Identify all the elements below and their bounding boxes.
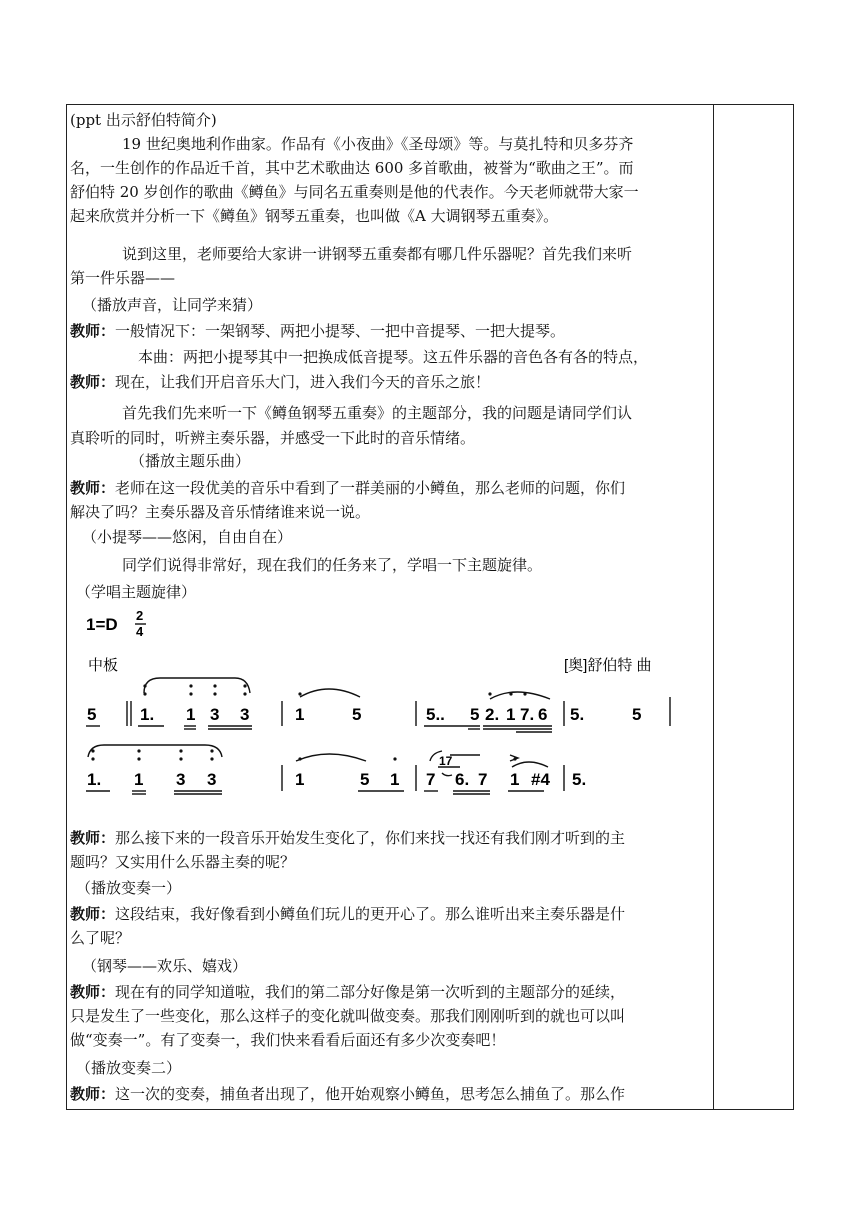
text-line: 题吗？又实用什么乐器主奏的呢？ bbox=[70, 853, 296, 871]
note: 5 bbox=[87, 705, 97, 724]
score-tempo: 中板 bbox=[88, 657, 119, 674]
text-line: （学唱主题旋律） bbox=[76, 583, 197, 601]
column-divider bbox=[713, 105, 714, 1109]
text-line: 教师：老师在这一段优美的音乐中看到了一群美丽的小鳟鱼，那么老师的问题，你们 bbox=[70, 479, 626, 497]
text-line: （播放主题乐曲） bbox=[130, 452, 251, 470]
text-line: 只是发生了一些变化，那么这样子的变化就叫做变奏。那我们刚刚听到的就也可以叫 bbox=[70, 1007, 626, 1025]
text-line: 教师：现在有的同学知道啦，我们的第二部分好像是第一次听到的主题部分的延续， bbox=[70, 983, 626, 1001]
speaker-label: 教师： bbox=[70, 479, 116, 497]
text-line: 说到这里，老师要给大家讲一讲钢琴五重奏都有哪几件乐器呢？首先我们来听 bbox=[122, 245, 633, 263]
text-line: (ppt 出示舒伯特简介) bbox=[70, 111, 217, 129]
note: #4 bbox=[531, 770, 550, 789]
text-line: 解决了吗？主奏乐器及音乐情绪谁来说一说。 bbox=[70, 503, 371, 521]
note: 1 bbox=[134, 770, 144, 789]
note: 2. bbox=[485, 705, 500, 724]
note: 6 bbox=[538, 705, 548, 724]
text-line: 第一件乐器—— bbox=[70, 269, 176, 287]
note: 1. bbox=[87, 770, 102, 789]
note: 3 bbox=[210, 705, 220, 724]
note: 3 bbox=[207, 770, 217, 789]
note: 5 bbox=[352, 705, 362, 724]
text-line: 教师：这段结束，我好像看到小鳟鱼们玩儿的更开心了。那么谁听出来主奏乐器是什 bbox=[70, 905, 626, 923]
text-line: 同学们说得非常好，现在我们的任务来了，学唱一下主题旋律。 bbox=[122, 556, 543, 574]
time-signature-bottom: 4 bbox=[136, 624, 144, 639]
text-line: 本曲：两把小提琴其中一把换成低音提琴。这五件乐器的音色各有各的特点， bbox=[138, 348, 649, 366]
score-key: 1=D bbox=[86, 615, 118, 634]
jianpu-score bbox=[70, 605, 710, 795]
speaker-label: 教师： bbox=[70, 373, 116, 391]
note: 7. bbox=[520, 705, 535, 724]
text-line: 首先我们先来听一下《鳟鱼钢琴五重奏》的主题部分，我的问题是请同学们认 bbox=[122, 404, 633, 422]
note: 1 bbox=[186, 705, 196, 724]
speaker-label: 教师： bbox=[70, 322, 116, 340]
note: 5 bbox=[470, 705, 480, 724]
note: 3 bbox=[176, 770, 186, 789]
score-composer: [奥]舒伯特 曲 bbox=[564, 657, 652, 674]
note: 7 bbox=[478, 770, 488, 789]
note: 1 bbox=[295, 705, 305, 724]
note: 5 bbox=[360, 770, 370, 789]
note: 5.. bbox=[426, 705, 445, 724]
note: 1 bbox=[295, 770, 305, 789]
text-line: 教师：现在，让我们开启音乐大门，进入我们今天的音乐之旅！ bbox=[70, 373, 491, 391]
note: 1. bbox=[140, 705, 155, 724]
text-line: （播放变奏一） bbox=[76, 879, 182, 897]
text-line: 舒伯特 20 岁创作的歌曲《鳟鱼》与同名五重奏则是他的代表作。今天老师就带大家一 bbox=[70, 183, 639, 201]
text-line: 教师：一般情况下：一架钢琴、两把小提琴、一把中音提琴、一把大提琴。 bbox=[70, 322, 566, 340]
speaker-label: 教师： bbox=[70, 1085, 116, 1103]
lesson-content bbox=[70, 107, 710, 1107]
text-line: 19 世纪奥地利作曲家。作品有《小夜曲》《圣母颂》等。与莫扎特和贝多芬齐 bbox=[122, 135, 634, 153]
speaker-label: 教师： bbox=[70, 829, 116, 847]
text-line: 真聆听的同时，听辨主奏乐器，并感受一下此时的音乐情绪。 bbox=[70, 429, 476, 447]
text-line: 做“变奏一”。有了变奏一，我们快来看看后面还有多少次变奏吧！ bbox=[70, 1031, 506, 1049]
text-line: （小提琴——悠闲，自由自在） bbox=[82, 528, 293, 546]
text-line: （播放变奏二） bbox=[76, 1059, 182, 1077]
note: 6. bbox=[455, 770, 470, 789]
time-signature-top: 2 bbox=[136, 608, 144, 623]
text-line: 么了呢？ bbox=[70, 929, 131, 947]
note: 1 bbox=[510, 770, 520, 789]
text-line: 起来欣赏并分析一下《鳟鱼》钢琴五重奏，也叫做《A 大调钢琴五重奏》。 bbox=[70, 207, 559, 225]
text-line: 名，一生创作的作品近千首，其中艺术歌曲达 600 多首歌曲，被誉为“歌曲之王”。而 bbox=[70, 159, 634, 177]
note: 1 bbox=[390, 770, 400, 789]
note: 5. bbox=[570, 705, 585, 724]
note: 5. bbox=[572, 770, 587, 789]
text-line: 教师：那么接下来的一段音乐开始发生变化了，你们来找一找还有我们刚才听到的主 bbox=[70, 829, 626, 847]
note: 1 bbox=[506, 705, 516, 724]
speaker-label: 教师： bbox=[70, 983, 116, 1001]
note: 7 bbox=[426, 770, 436, 789]
speaker-label: 教师： bbox=[70, 905, 116, 923]
grace-note: 17 bbox=[439, 754, 453, 768]
text-line: （钢琴——欢乐、嬉戏） bbox=[82, 957, 248, 975]
note: 3 bbox=[240, 705, 250, 724]
note: 5 bbox=[632, 705, 642, 724]
text-line: 教师：这一次的变奏，捕鱼者出现了，他开始观察小鳟鱼，思考怎么捕鱼了。那么作 bbox=[70, 1085, 626, 1103]
lesson-table bbox=[66, 104, 794, 1110]
text-line: （播放声音，让同学来猜） bbox=[82, 296, 263, 314]
